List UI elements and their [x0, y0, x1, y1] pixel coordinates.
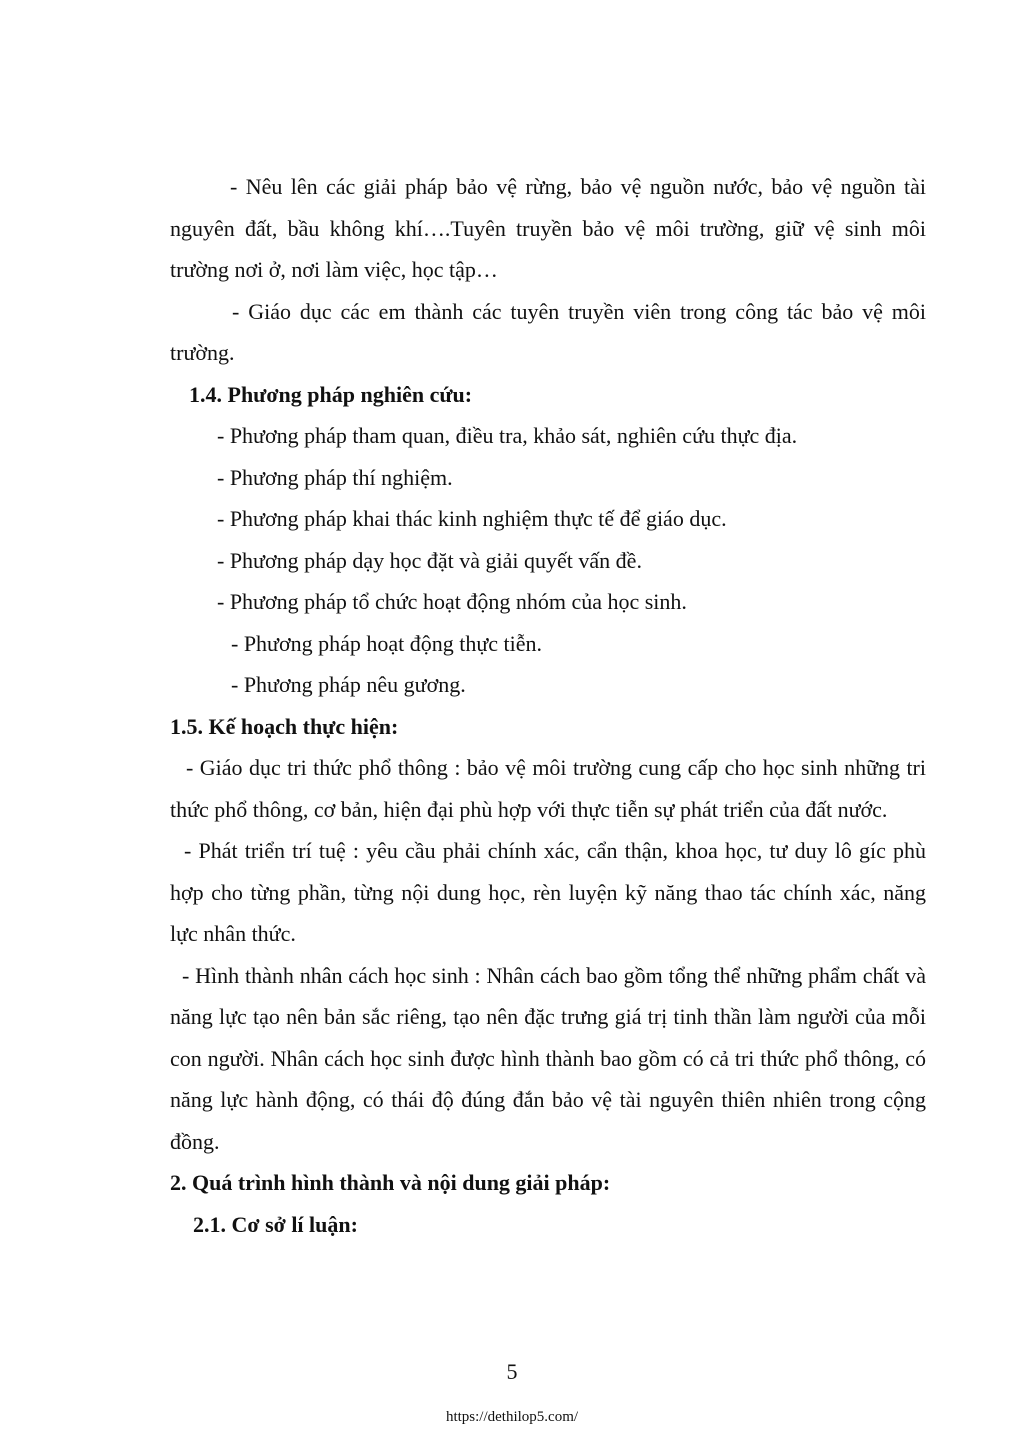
- list-item: - Phương pháp tham quan, điều tra, khảo sát, nghiên cứu thực địa.: [217, 423, 798, 448]
- paragraph-plan-personality: - Hình thành nhân cách học sinh : Nhân cách bao gồm tổng thể những phẩm chất và năng lực tạo nên bản sắc riêng, tạo nên đặc trưng giá trị tinh thần làm người của mỗi con người. Nhân cách học sinh được hình thành bao gồm có cả tri thức phổ thông, có năng lực hành động, có thái độ đúng đắn bảo vệ tài nguyên thiên nhiên trong cộng đồng.: [170, 962, 926, 1154]
- paragraph-education: - Giáo dục các em thành các tuyên truyền viên trong công tác bảo vệ môi trường.: [170, 298, 926, 365]
- heading-solution-process: 2. Quá trình hình thành và nội dung giải pháp:: [170, 1170, 611, 1195]
- list-item: - Phương pháp hoạt động thực tiễn.: [231, 630, 543, 656]
- page-number: 5: [506, 1359, 518, 1384]
- paragraph-plan-intellect: - Phát triển trí tuệ : yêu cầu phải chính xác, cẩn thận, khoa học, tư duy lô gíc phù hợp cho từng phần, từng nội dung học, rèn luyện kỹ năng thao tác chính xác, năng lực nhân thức.: [170, 838, 926, 946]
- paragraph-plan-knowledge: - Giáo dục tri thức phổ thông : bảo vệ môi trường cung cấp cho học sinh những tri thức phổ thông, cơ bản, hiện đại phù hợp với thực tiễn sự phát triển của đất nước.: [170, 755, 926, 822]
- list-item: - Phương pháp tổ chức hoạt động nhóm của học sinh.: [217, 589, 687, 614]
- footer-url[interactable]: https://dethilop5.com/: [445, 1409, 579, 1425]
- list-item: - Phương pháp thí nghiệm.: [217, 464, 453, 490]
- heading-research-methods: 1.4. Phương pháp nghiên cứu:: [189, 381, 473, 407]
- list-item: - Phương pháp dạy học đặt và giải quyết vấn đề.: [217, 547, 642, 573]
- paragraph-solutions: - Nêu lên các giải pháp bảo vệ rừng, bảo vệ nguồn nước, bảo vệ nguồn tài nguyên đất, bầu không khí….Tuyên truyền bảo vệ môi trường, giữ vệ sinh môi trường nơi ở, nơi làm việc, học tập…: [170, 174, 926, 282]
- document-body: [170, 166, 926, 1245]
- heading-implementation-plan: 1.5. Kế hoạch thực hiện:: [170, 713, 399, 739]
- methods-list: [170, 415, 926, 706]
- heading-theoretical-basis: 2.1. Cơ sở lí luận:: [193, 1211, 358, 1237]
- list-item: - Phương pháp nêu gương.: [231, 672, 466, 697]
- list-item: - Phương pháp khai thác kinh nghiệm thực tế để giáo dục.: [217, 506, 727, 531]
